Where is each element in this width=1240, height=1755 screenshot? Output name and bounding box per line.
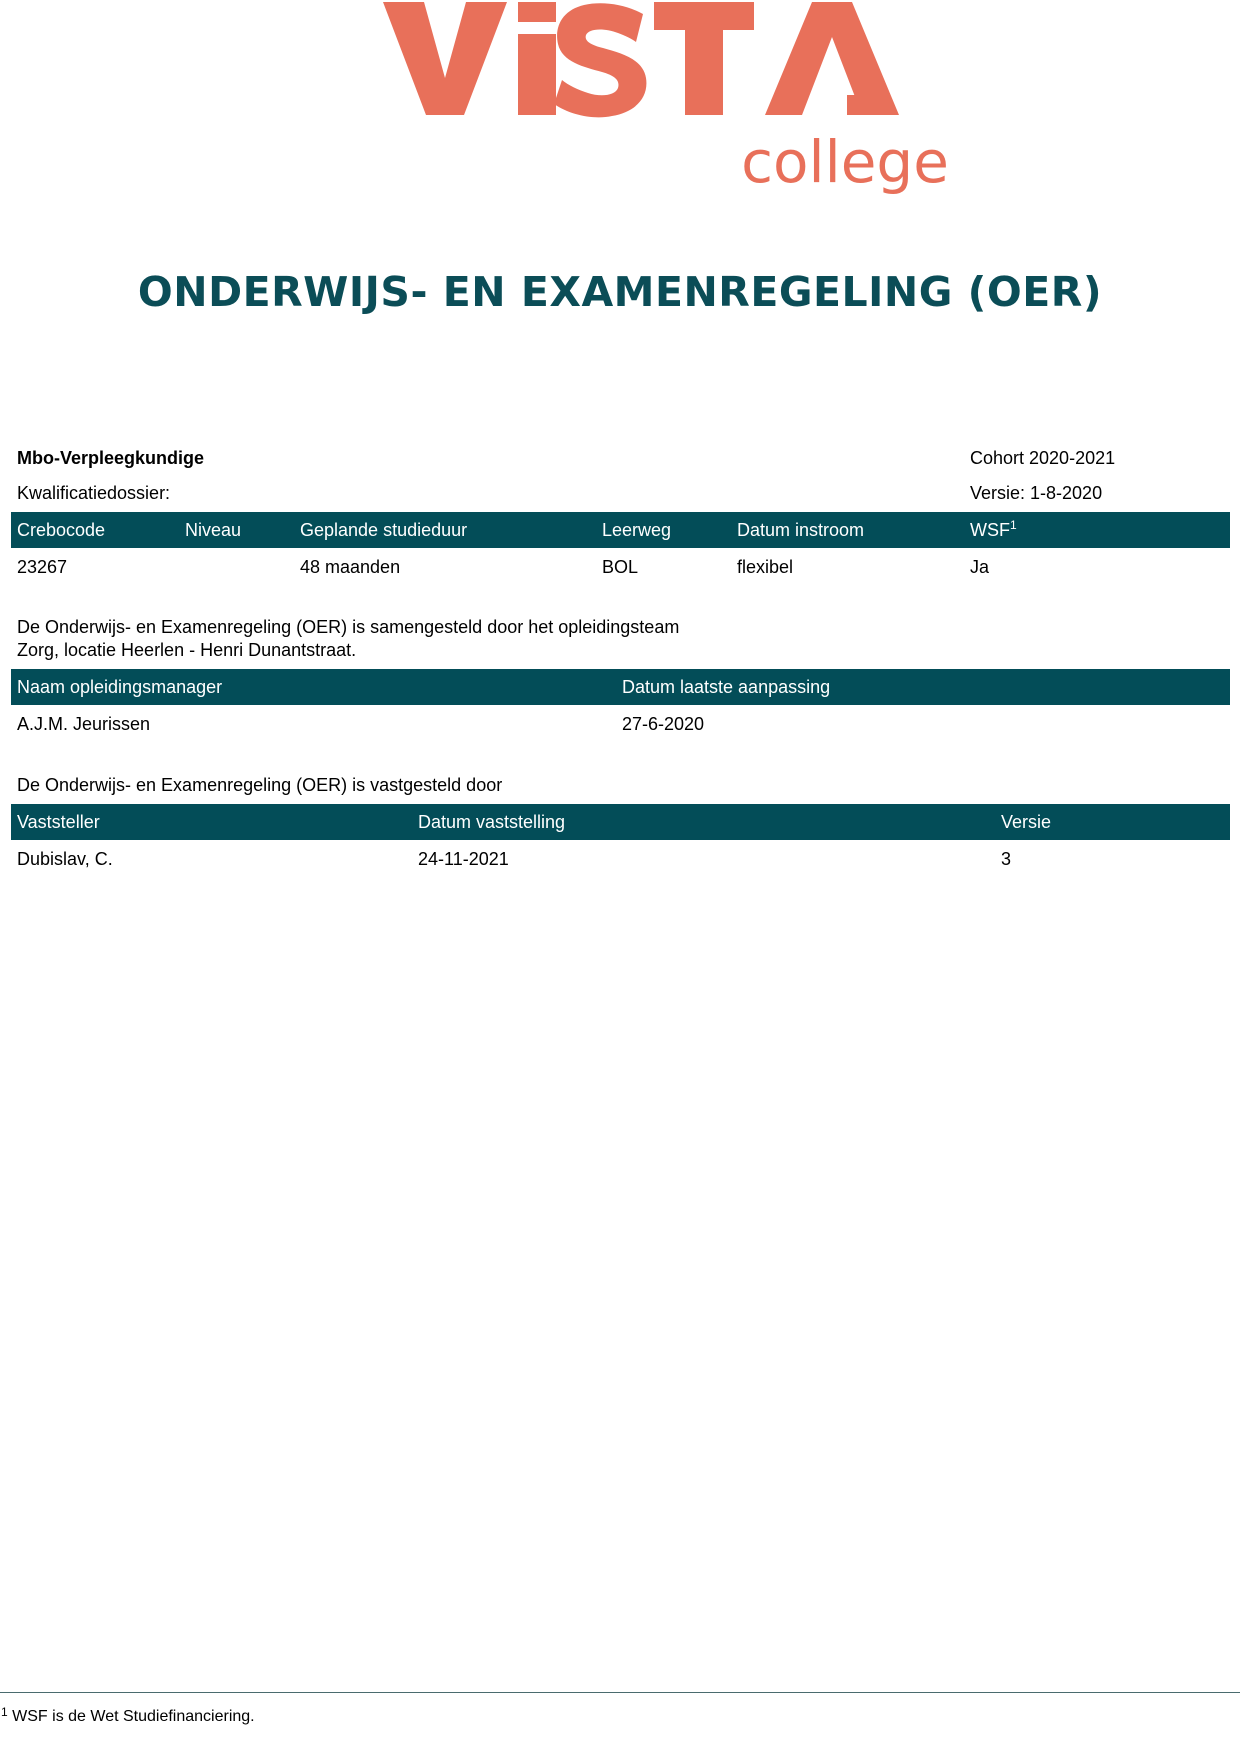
footnote-mark: 1 [1, 1705, 8, 1719]
header-datum-instroom: Datum instroom [737, 519, 865, 540]
cell-laatste-aanpassing: 27-6-2020 [622, 713, 705, 734]
header-vaststeller: Vaststeller [17, 811, 100, 832]
footnote-divider [0, 1692, 1240, 1693]
cell-datum-vaststelling: 24-11-2021 [418, 848, 509, 869]
cell-niveau [179, 548, 294, 586]
header-crebocode: Crebocode [17, 519, 106, 540]
header-wsf-label: WSF [970, 519, 1010, 540]
logo-letter-a-bar [847, 95, 879, 115]
logo-letter-t-bar [654, 2, 754, 30]
program-name: Mbo-Verpleegkundige [17, 448, 205, 468]
logo-subtext: college [741, 128, 949, 196]
manager-table [11, 669, 1230, 743]
logo-graphic [340, 0, 949, 210]
header-studieduur: Geplande studieduur [300, 519, 468, 540]
header-laatste-aanpassing: Datum laatste aanpassing [622, 676, 831, 697]
logo-letter-v [383, 2, 507, 115]
table-header-row [11, 804, 1230, 840]
document-title: ONDERWIJS- EN EXAMENREGELING (OER) [137, 268, 1103, 316]
table-row [11, 548, 1230, 586]
header-opleidingsmanager: Naam opleidingsmanager [17, 676, 223, 697]
program-details-table [11, 512, 1230, 586]
cell-crebocode: 23267 [17, 556, 68, 577]
header-leerweg: Leerweg [602, 519, 672, 540]
footnote-ref: 1 [1010, 517, 1017, 532]
dossier-label: Kwalificatiedossier: [17, 483, 171, 503]
table-row [11, 705, 1230, 743]
cell-wsf: Ja [970, 556, 990, 577]
table-header-row [11, 512, 1230, 548]
composition-line-2: Zorg, locatie Heerlen - Henri Dunantstraat. [17, 640, 357, 660]
header-datum-vaststelling: Datum vaststelling [418, 811, 566, 832]
header-wsf [964, 512, 1230, 548]
logo-letter-t-stem [685, 30, 723, 115]
header-versie: Versie [1001, 811, 1052, 832]
cell-leerweg: BOL [602, 556, 639, 577]
footnote-text: WSF is de Wet Studiefinanciering. [12, 1708, 255, 1725]
cohort-label: Cohort 2020-2021 [970, 448, 1116, 468]
table-row [11, 840, 1230, 878]
logo-letter-i-dot [518, 2, 556, 22]
adoption-table [11, 804, 1230, 878]
cell-opleidingsmanager: A.J.M. Jeurissen [17, 713, 151, 734]
composition-line-1: De Onderwijs- en Examenregeling (OER) is samengesteld door het opleidingsteam [17, 617, 680, 637]
footnote [1, 1705, 255, 1726]
table-header-row [11, 669, 1230, 705]
version-label: Versie: 1-8-2020 [970, 483, 1103, 503]
cell-studieduur: 48 maanden [300, 556, 401, 577]
header-niveau: Niveau [185, 519, 242, 540]
cell-vaststeller: Dubislav, C. [17, 848, 113, 869]
logo-letter-s [554, 3, 646, 117]
logo-letter-i-stem [518, 34, 556, 115]
vista-college-logo [0, 0, 1240, 210]
cell-datum-instroom: flexibel [737, 556, 794, 577]
adoption-paragraph: De Onderwijs- en Examenregeling (OER) is vastgesteld door [17, 775, 503, 795]
composition-paragraph [17, 616, 777, 662]
cell-versie: 3 [1001, 848, 1012, 869]
